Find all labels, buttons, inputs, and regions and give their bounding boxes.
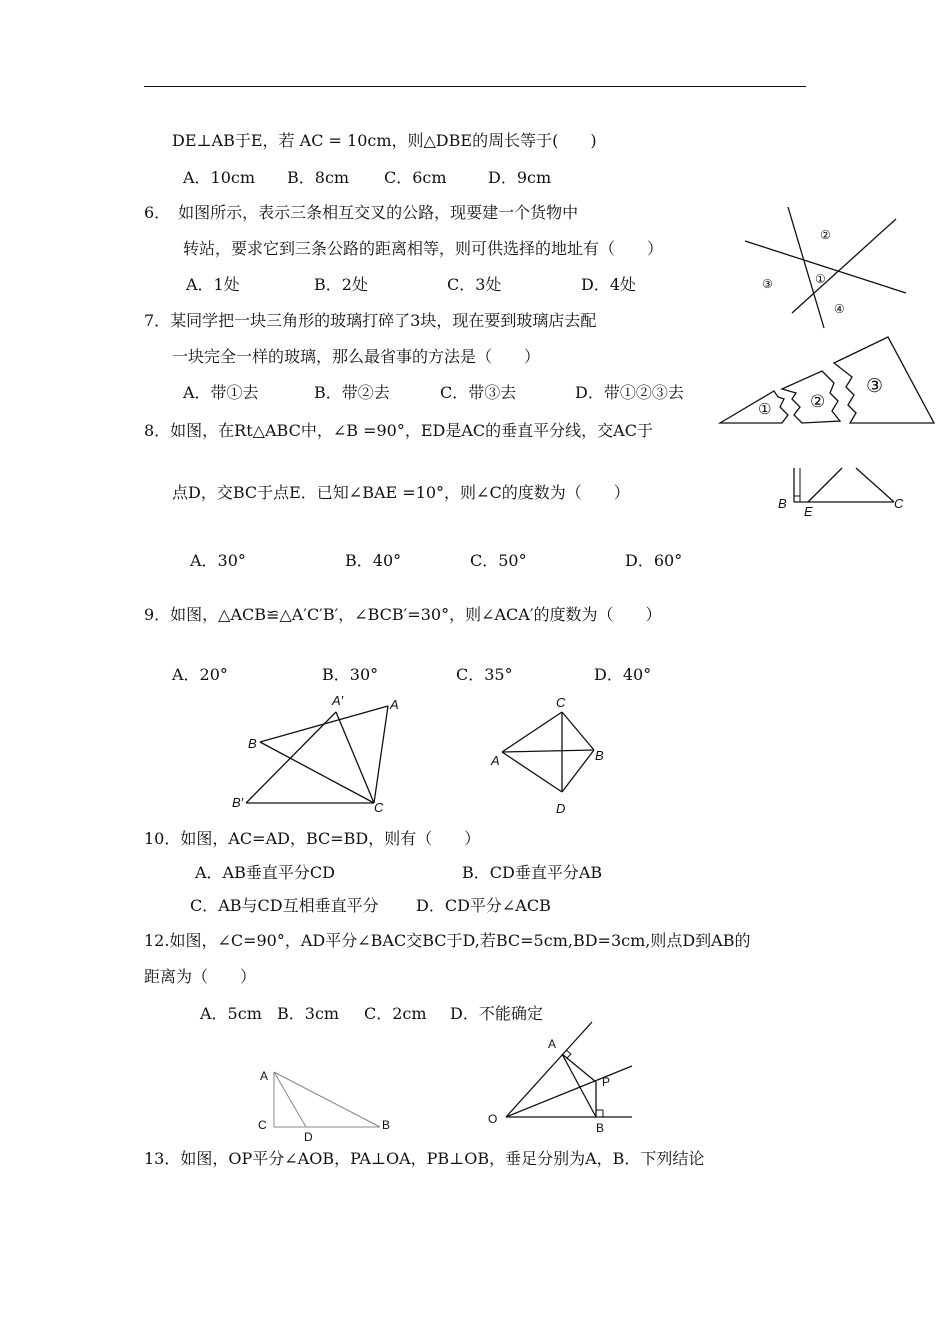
q12-line2: 距离为（ ） [144,967,257,986]
q9-label-c: C [374,800,384,815]
q6-option-c[interactable]: C．3处 [447,275,502,294]
q7-label-1: ① [758,401,772,418]
q6-option-b[interactable]: B．2处 [314,275,368,294]
q5-option-d[interactable]: D．9cm [488,168,552,187]
q5-option-a[interactable]: A．10cm [183,168,256,187]
q13-label-p: P [602,1075,611,1089]
q9-label-a-prime: A′ [332,693,344,708]
q10-option-a[interactable]: A．AB垂直平分CD [195,863,335,882]
q9-option-c[interactable]: C．35° [456,665,513,684]
q10-line: 10．如图，AC=AD，BC=BD，则有（ ） [144,829,481,848]
q10-label-c: C [556,695,566,710]
header-rule [144,86,806,87]
q5-option-c[interactable]: C．6cm [384,168,447,187]
q8-line1: 8．如图，在Rt△ABC中，∠B =90°，ED是AC的垂直平分线，交AC于 [144,421,653,440]
q12-right-triangle-figure [252,1060,402,1145]
q7-line1: 7．某同学把一块三角形的玻璃打碎了3块，现在要到玻璃店去配 [144,311,597,330]
q12-line1: 12.如图，∠C=90°，AD平分∠BAC交BC于D,若BC=5cm,BD=3cm,则点D到AB的 [144,931,751,950]
q12-label-b: B [382,1118,391,1132]
q8-option-a[interactable]: A．30° [190,551,246,570]
q7-option-a[interactable]: A．带①去 [183,383,259,402]
q13-label-b: B [596,1121,605,1135]
q12-label-a: A [260,1069,269,1083]
q6-option-a[interactable]: A．1处 [186,275,240,294]
q5-line: DE⊥AB于E，若 AC = 10cm，则△DBE的周长等于( ) [172,131,597,150]
q6-line1: 6． 如图所示，表示三条相互交叉的公路，现要建一个货物中 [144,203,579,222]
q13-label-o: O [488,1112,498,1126]
q9-label-b: B [248,736,257,751]
q10-label-a: A [491,753,500,768]
q7-line2: 一块完全一样的玻璃，那么最省事的方法是（ ） [172,347,541,366]
q10-label-b: B [595,748,604,763]
q9-line: 9．如图，△ACB≌△A′C′B′，∠BCB′=30°，则∠ACA′的度数为（ ） [144,605,662,624]
q6-label-2: ② [820,228,831,242]
q7-label-2: ② [810,392,826,411]
q8-line2: 点D，交BC于点E．已知∠BAE =10°，则∠C的度数为（ ） [172,483,630,502]
q6-line2: 转站，要求它到三条公路的距离相等，则可供选择的地址有（ ） [183,239,664,258]
q12-label-c: C [258,1118,267,1132]
q7-option-d[interactable]: D．带①②③去 [575,383,684,402]
q9-option-d[interactable]: D．40° [594,665,652,684]
q12-option-a[interactable]: A．5cm [200,1004,262,1023]
q6-label-3: ③ [762,277,773,291]
q6-label-1: ① [815,272,826,286]
q10-option-c[interactable]: C．AB与CD互相垂直平分 [190,896,379,915]
q8-label-e: E [804,504,813,519]
q5-option-b[interactable]: B．8cm [287,168,350,187]
q12-option-c[interactable]: C．2cm [364,1004,427,1023]
q6-option-d[interactable]: D．4处 [581,275,637,294]
q6-label-4: ④ [834,302,845,316]
q9-option-b[interactable]: B．30° [322,665,379,684]
q12-label-d: D [304,1130,313,1144]
q10-label-d: D [556,801,566,816]
q12-option-b[interactable]: B．3cm [277,1004,340,1023]
q10-kite-figure [488,690,618,818]
q9-option-a[interactable]: A．20° [172,665,228,684]
q12-option-d[interactable]: D．不能确定 [450,1004,543,1023]
q8-label-c: C [894,496,904,511]
q8-triangle-figure [770,462,910,522]
q7-glass-figure [718,335,938,430]
q7-option-c[interactable]: C．带③去 [440,383,517,402]
q10-option-b[interactable]: B．CD垂直平分AB [462,863,603,882]
q8-option-b[interactable]: B．40° [345,551,402,570]
q13-label-a: A [548,1037,557,1051]
q9-congruent-figure [228,690,418,818]
q8-option-c[interactable]: C．50° [470,551,527,570]
q13-line: 13．如图，OP平分∠AOB，PA⊥OA，PB⊥OB，垂足分别为A，B．下列结论 [144,1149,705,1168]
q8-label-b: B [778,496,787,511]
q9-label-b-prime: B′ [232,795,244,810]
q7-label-3: ③ [866,376,884,397]
q7-option-b[interactable]: B．带②去 [314,383,390,402]
q6-roads-figure [740,205,910,330]
q10-option-d[interactable]: D．CD平分∠ACB [416,896,551,915]
q9-label-a: A [390,697,399,712]
q8-option-d[interactable]: D．60° [625,551,683,570]
q13-angle-bisector-figure [486,1020,646,1135]
